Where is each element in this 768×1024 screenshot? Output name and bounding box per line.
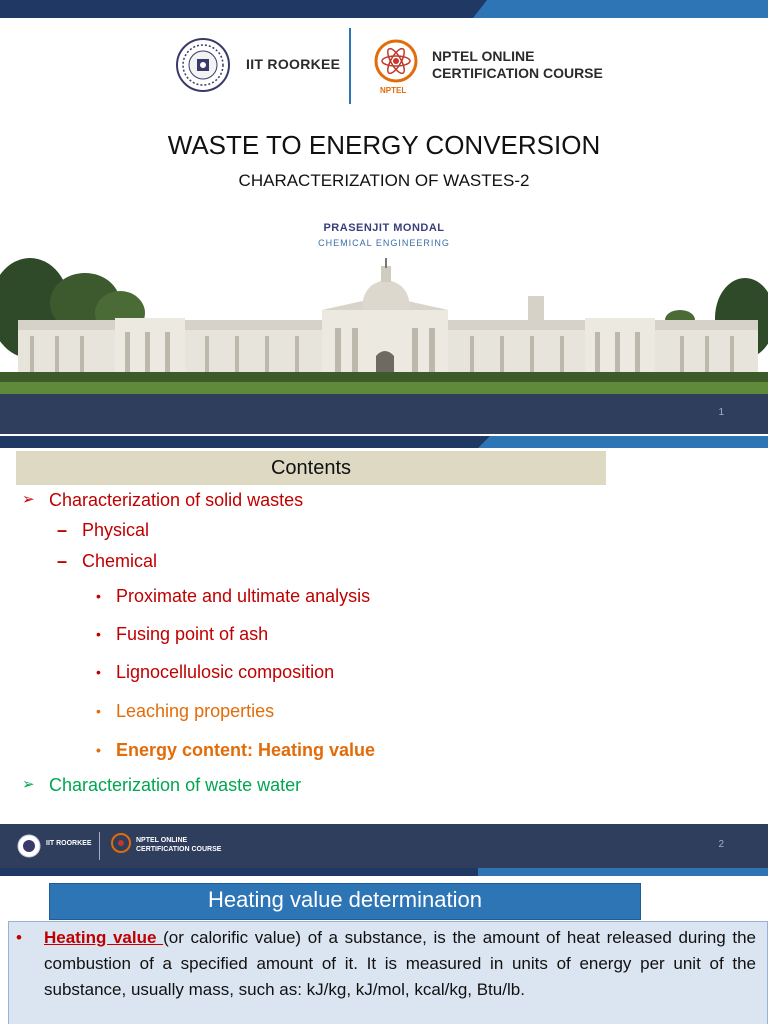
list-item-text: Lignocellulosic composition	[116, 662, 335, 682]
list-item-text: Characterization of solid wastes	[49, 490, 304, 510]
logo-divider	[349, 28, 351, 104]
heating-value-slide	[0, 868, 768, 1024]
list-item-text: Proximate and ultimate analysis	[116, 586, 371, 606]
contents-slide	[0, 436, 768, 868]
dot-bullet-icon: •	[16, 928, 22, 947]
slide-title: WASTE TO ENERGY CONVERSION	[167, 130, 601, 160]
logo-row	[0, 26, 768, 106]
dash-bullet-icon: –	[57, 520, 68, 540]
dot-bullet-icon: •	[96, 588, 101, 604]
defined-term: Heating value	[44, 928, 164, 947]
dash-bullet-icon: –	[57, 551, 68, 571]
list-item-text: Physical	[82, 520, 150, 540]
course-name	[432, 48, 603, 82]
footer-course-name	[136, 836, 221, 854]
course-line-2: CERTIFICATION COURSE	[432, 65, 603, 81]
top-bar-accent	[478, 868, 768, 876]
campus-building-image	[0, 248, 768, 394]
page-number: 2	[718, 839, 724, 850]
contents-heading: Contents	[270, 457, 352, 479]
slide-heading: Heating value determination	[208, 887, 482, 912]
iit-roorkee-seal-icon	[176, 38, 230, 92]
institute-name: IIT ROORKEE	[246, 56, 341, 72]
list-item-text: Characterization of waste water	[49, 775, 302, 795]
nptel-small-label: NPTEL	[380, 86, 407, 95]
title-slide	[0, 0, 768, 434]
department-name: CHEMICAL ENGINEERING	[318, 238, 450, 248]
slide-footer	[0, 824, 768, 868]
top-bar-accent	[478, 436, 768, 448]
definition-paragraph	[44, 925, 756, 1003]
author-name: PRASENJIT MONDAL	[323, 222, 445, 234]
course-line-1: NPTEL ONLINE	[432, 48, 535, 64]
footer-institute-name: IIT ROORKEE	[46, 840, 92, 847]
list-item-text: Leaching properties	[116, 701, 275, 721]
slide-footer	[0, 394, 768, 434]
dot-bullet-icon: •	[96, 626, 101, 642]
dot-bullet-icon: •	[96, 703, 101, 719]
list-item-text: Energy content: Heating value	[116, 740, 376, 760]
arrow-bullet-icon: ➢	[22, 776, 35, 793]
iit-roorkee-seal-icon	[17, 834, 41, 858]
nptel-logo-icon	[110, 832, 132, 858]
footer-divider	[99, 832, 100, 860]
list-item-text: Chemical	[82, 551, 158, 571]
slide-subtitle: CHARACTERIZATION OF WASTES-2	[238, 171, 530, 190]
footer-course-line-1: NPTEL ONLINE	[136, 837, 188, 844]
dot-bullet-icon: •	[96, 742, 101, 758]
page-number: 1	[718, 407, 724, 418]
footer-course-line-2: CERTIFICATION COURSE	[136, 846, 222, 853]
list-item-text: Fusing point of ash	[116, 624, 269, 644]
top-bar-accent	[473, 0, 768, 18]
arrow-bullet-icon: ➢	[22, 491, 35, 508]
dot-bullet-icon: •	[96, 664, 101, 680]
definition-text: (or calorific value) of a substance, is the amount of heat released during the combustion of a specified amount of it. It is measured in units of energy per unit of the substance, usually mass, such as: kJ/kg, kJ/mol, kcal/kg, Btu/lb.	[44, 928, 756, 999]
